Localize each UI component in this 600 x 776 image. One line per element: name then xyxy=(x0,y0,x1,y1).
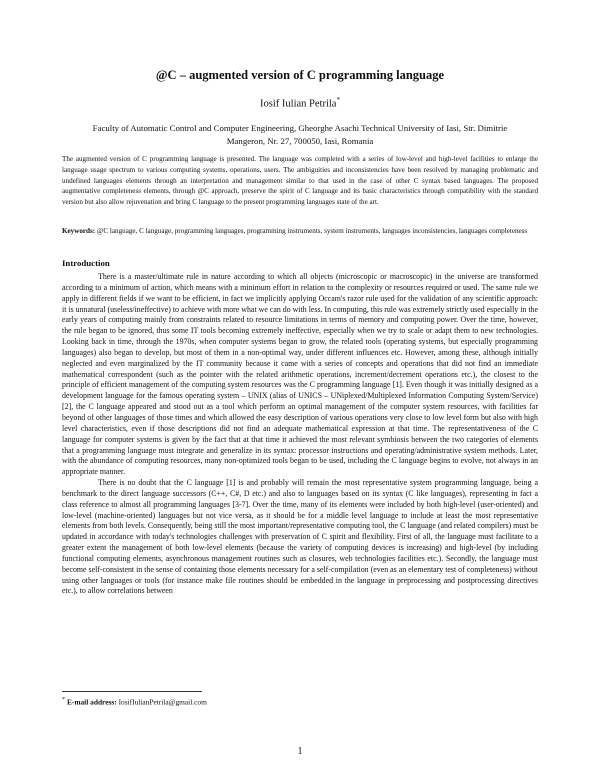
author-line xyxy=(0,96,600,110)
author-name: Iosif Iulian Petrila xyxy=(260,98,337,110)
keywords-list: @C language, C language, programming languages, programming instruments, system instruments, languages inconsistencies, languages completeness xyxy=(96,227,528,235)
keywords xyxy=(62,226,538,237)
footnote-divider xyxy=(62,691,202,692)
footnote xyxy=(62,697,207,706)
paper-title: @C – augmented version of C programming language xyxy=(155,68,445,82)
author-footnote-mark: * xyxy=(336,96,340,104)
footnote-label: E-mail address: xyxy=(66,697,117,707)
section-heading-introduction: Introduction xyxy=(62,258,110,268)
footnote-email: IosifIulianPetrila@gmail.com xyxy=(118,697,207,707)
affiliation: Faculty of Automatic Control and Computer Engineering, Gheorghe Asachi Technical University of Iasi, Str. Dimitrie Mangeron, Nr. 27, 700050, Iasi, Romania xyxy=(92,123,508,146)
paragraph-1: There is a master/ultimate rule in nature according to which all objects (microscopic or macroscopic) in the universe are transformed according to a minimum of action, which means with a minimum effort in relation to the complexity or resources required or used. The same rule we apply in different fields if we want to be efficient, in fact we implicitly applying Occam's razor rule used for the validation of any scientific approach: it is unnatural (useless/ineffective) to achieve with more what we can do with less. In computing, this rule was extremely strictly used especially in the early years of computing mainly from constraints related to resource limitations in terms of memory and computing power. Over the time, however, the rule began to be ignored, thus some IT tools becoming extremely ineffective, especially when we try to scale or adapt them to new technologies. Looking back in time, through the 1970s, when computer systems began to grow, the related tools (operating systems, but especially programming languages) also began to develop, but most of them in a non-optimal way, under different influences etc. However, among these, although initially neglected and even marginalized by the IT community because it came with a series of concepts and operations that did not find an immediate mathematical correspondent (such as the pointer with the related arithmetic operations, increment/decrement operations etc.), the closest to the principle of efficient management of the computing system resources was the C programming language [1]. Even though it was initially designed as a development language for the famous operating system – UNIX (alias of UNICS – UNiplexed/Multiplexed Information Computing System/Service) [2], the C language appeared and stood out as a tool which perform an optimal management of the computer system resources, with facilities far beyond of other languages of those times and which allowed the easy description of various operations very close to low level form but also with high level characteristics, even if those descriptions did not find an adequate mathematical expression at that time. The representativeness of the C language for computer systems is given by the fact that at that time it achieved the most relevant symbiosis between the two categories of elements that a programming language must integrate and generalize in its syntax: processor instructions and operating/administrative system methods. Later, with the abundance of computing resources, many non-optimized tools began to be used, including the C language begins to evolve, not always in an appropriate manner. xyxy=(62,272,538,477)
footnote-mark: * xyxy=(62,697,66,703)
abstract: The augmented version of C programming language is presented. The language was completed with a series of low-level and high-level facilities to enlarge the language usage spectrum to various computing systems, operations, users. The ambiguities and inconsistencies have been resolved by managing problematic and undefined languages elements through an interpretation and management similar to that used in the case of other C syntax based languages. The proposed augmentative completeness elements, through @C approach, preserve the spirit of C language and its basic characteristics through compatibility with the standard version but also allow rejuvenation and bring C language to the present programming languages state of the art. xyxy=(62,155,538,207)
paragraph-2: There is no doubt that the C language [1] is and probably will remain the most representative system programming language, being a benchmark to the direct language successors (C++, C#, D etc.) and also to languages based on its syntax (C like languages), representing in fact a class reference to almost all programming languages [3-7]. Over the time, many of its elements were included by both high-level (user-oriented) and low-level (machine-oriented) languages but not vice versa, as it should be for a middle level language to include at least the most representative elements from both levels. Consequently, being still the most important/representative computing tool, the C language (and related compilers) must be updated in accordance with today's technologies challenges with preservation of C spirit and flexibility. First of all, the language must facilitate to a greater extent the management of both low-level elements (because the variety of computing devices is increasing) and high-level (by including functional computing elements, asynchronous management routines such as closures, web technologies facilities etc.). Secondly, the language must become self-consistent in the sense of containing those elements necessary for a self-compilation (even as an elementary test of completeness) without using other languages or tools (for instance make file routines should be embedded in the language in preprocessing and postprocessing directives etc.), to allow correlations between xyxy=(62,478,538,596)
keywords-label: Keywords: xyxy=(62,227,96,235)
introduction-body xyxy=(62,272,538,597)
page-number: 1 xyxy=(297,746,303,757)
